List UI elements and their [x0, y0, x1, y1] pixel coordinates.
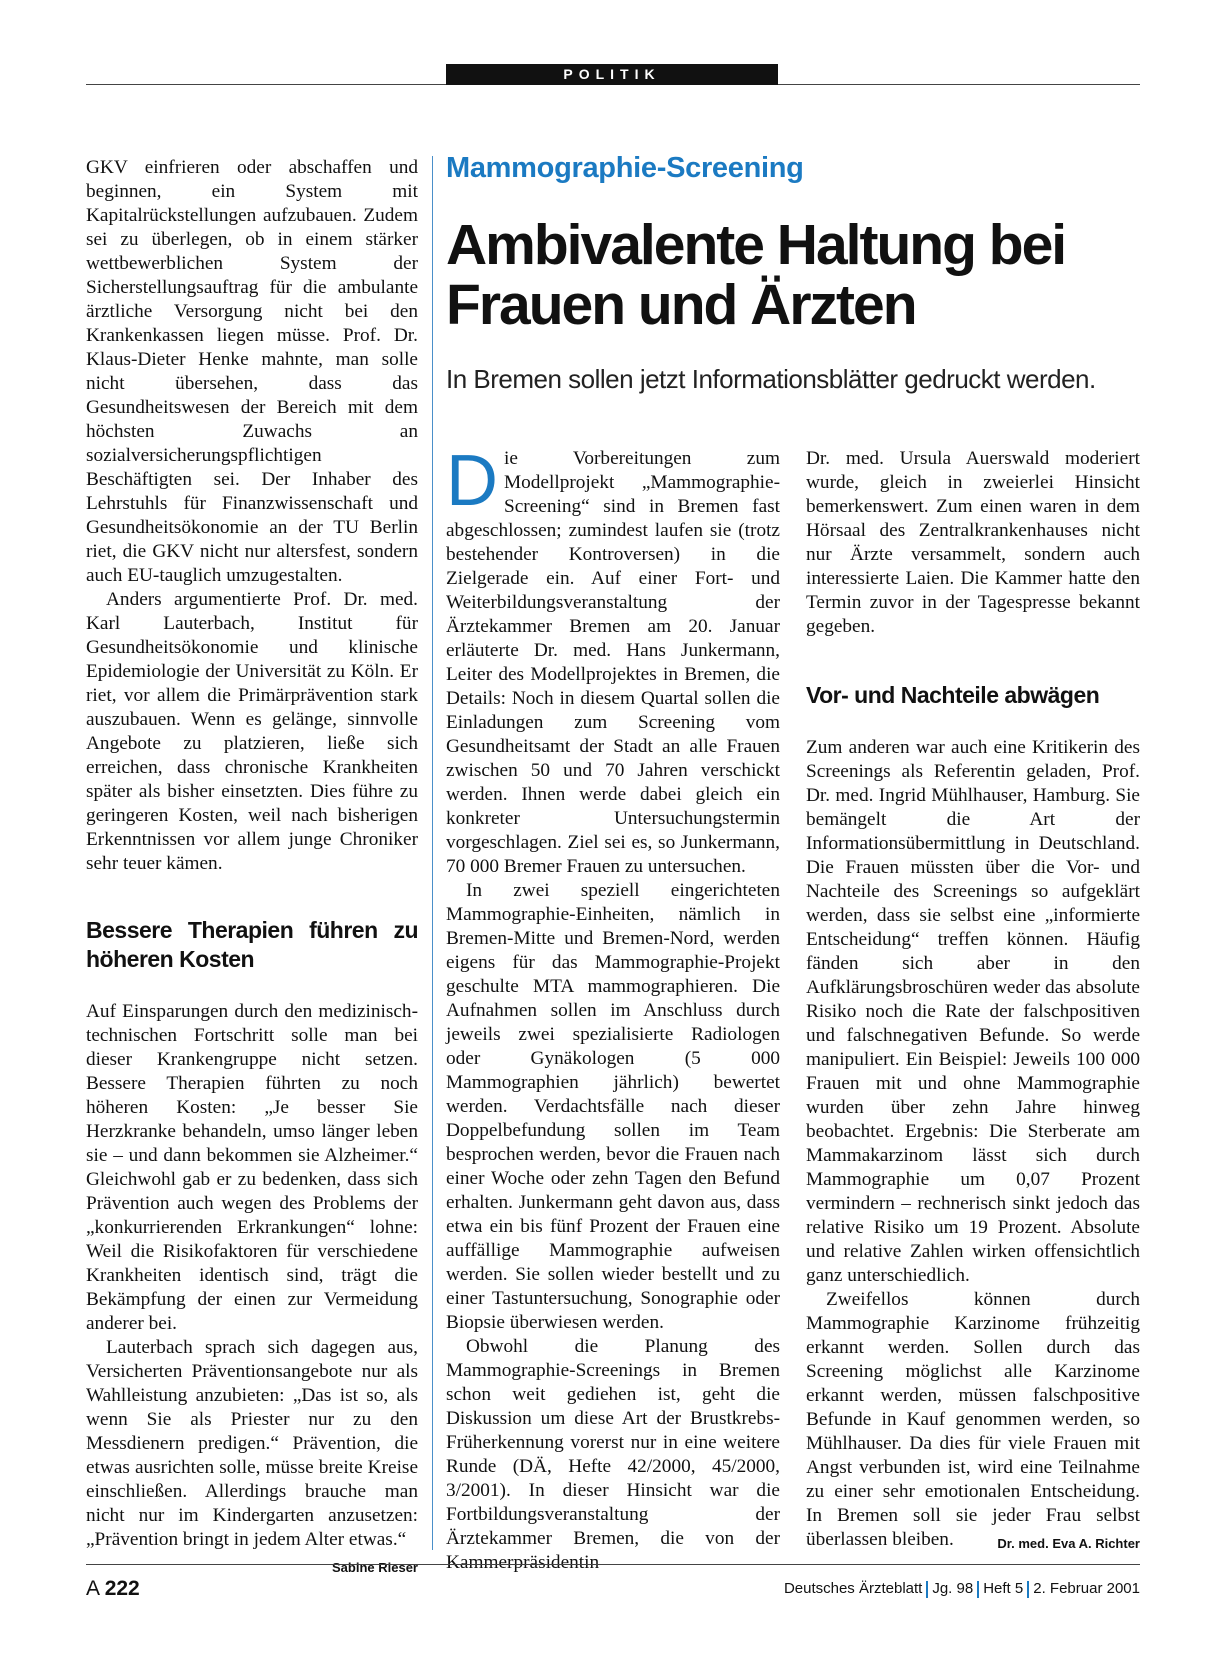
- author-byline-right: Dr. med. Eva A. Richter: [997, 1536, 1140, 1551]
- article-headline: [446, 215, 1146, 335]
- footer-separator: [977, 1581, 979, 1598]
- right-paragraph-3: [806, 1288, 1140, 1552]
- footer-separator: [1027, 1581, 1029, 1598]
- section-label: POLITIK: [446, 64, 778, 85]
- journal-issue: Heft 5: [983, 1580, 1024, 1597]
- left-paragraph-4-text: Lauterbach sprach sich dagegen aus, Versicherten Präventionsangebote nur als Wahlleistung anzubieten: „Das ist so, als wenn Sie als Priester nur zu den Messdienern predigen.“ Prävention, die etwas ausrichten solle, müsse breite Kreise einschließen. Allerdings brauche man nicht nur im Kindergarten anzusetzen: „Prävention bringt in jedem Alter etwas.“: [86, 1337, 418, 1550]
- drop-cap: D: [446, 441, 498, 521]
- left-subhead: Bessere Therapien führen zu höheren Kosten: [86, 917, 418, 972]
- left-paragraph-3: Auf Einsparungen durch den medizinisch-technischen Fortschritt solle man bei dieser Krankengruppe nicht setzen. Bessere Therapien führten zu noch höheren Kosten: „Je besser Sie Herzkranke behandeln, umso länger leben sie – und dann bekommen sie Alzheimer.“ Gleichwohl gab er zu bedenken, dass sich Prävention auch wegen des Problems der „konkurrierenden Erkrankungen“ lohne: Weil die Risikofaktoren für verschiedene Krankheiten identisch sind, trägt die Bekämpfung der einen zur Vermeidung anderer bei.: [86, 1001, 418, 1334]
- page-number: [86, 1577, 140, 1601]
- footer-rule: [86, 1564, 1140, 1565]
- page-prefix: A: [86, 1577, 99, 1600]
- right-paragraph-2: Zum anderen war auch eine Kritikerin des Screenings als Referentin geladen, Prof. Dr. med. Ingrid Mühlhauser, Hamburg. Sie bemängelt die Art der Informationsübermittlung in Deutschland. Die Frauen müssten über die Vor- und Nachteile des Screenings so aufgeklärt werden, dass sie selbst eine „informierte Entscheidung“ treffen können. Häufig fänden sich aber in den Aufklärungsbroschüren weder das absolute Risiko noch die Rate der falschpositiven und falschnegativen Befunde. So werde manipuliert. Ein Beispiel: Jeweils 100 000 Frauen mit und ohne Mammographie wurden über zehn Jahre hinweg beobachtet. Ergebnis: Die Sterberate am Mammakarzinom lässt sich durch Mammographie um 0,07 Prozent vermindern – rechnerisch sinkt jedoch das relative Risiko um 19 Prozent. Absolute und relative Zahlen wirken offensichtlich ganz unterschiedlich.: [806, 737, 1140, 1286]
- journal-date: 2. Februar 2001: [1033, 1580, 1140, 1597]
- column-divider: [432, 156, 433, 1550]
- journal-name: Deutsches Ärzteblatt: [783, 1580, 923, 1597]
- middle-column: [446, 441, 780, 1575]
- headline-line-2: Frauen und Ärzten: [446, 273, 916, 337]
- footer-info: [784, 1580, 1140, 1598]
- article-kicker: Mammographie-Screening: [446, 152, 804, 184]
- footer-separator: [926, 1581, 928, 1598]
- middle-paragraph-1-text: ie Vorbereitungen zum Modellprojekt „Mammographie-Screening“ sind in Bremen fast abgeschlossen; zumindest laufen sie (trotz bestehender Kontroversen) in die Zielgerade ein. Auf einer Fort- und Weiterbildungsveranstaltung der Ärztekammer Bremen am 20. Januar erläuterte Dr. med. Hans Junkermann, Leiter des Modellprojektes in Bremen, die Details: Noch in diesem Quartal sollen die Einladungen zum Screening vom Gesundheitsamt der Stadt an alle Frauen zwischen 50 und 70 Jahren verschickt werden. Ihnen werde dabei gleich ein konkreter Untersuchungstermin vorgeschlagen. Ziel sei es, so Junkermann, 70 000 Bremer Frauen zu untersuchen.: [446, 448, 780, 877]
- left-paragraph-1: GKV einfrieren oder abschaffen und beginnen, ein System mit Kapitalrückstellungen aufzubauen. Zudem sei zu überlegen, ob in einem stärker wettbewerblichen System der Sicherstellungsauftrag für die ambulante ärztliche Versorgung nicht bei den Krankenkassen liegen müsse. Prof. Dr. Klaus-Dieter Henke mahnte, man solle nicht übersehen, dass das Gesundheitswesen der Bereich mit dem höchsten Zuwachs an sozialversicherungspflichtigen Beschäftigten sei. Der Inhaber des Lehrstuhls für Finanzwissenschaft und Gesundheitsökonomie an der TU Berlin riet, die GKV nicht nur altersfest, sondern auch EU-tauglich umzugestalten.: [86, 157, 418, 586]
- page-number-value: 222: [104, 1577, 140, 1600]
- middle-paragraph-1: [446, 441, 780, 879]
- left-column: [86, 156, 418, 1580]
- author-byline-left: Sabine Rieser: [332, 1560, 418, 1575]
- right-paragraph-1: Dr. med. Ursula Auerswald moderiert wurde, gleich in zweierlei Hinsicht bemerkenswert. Zum einen waren in dem Hörsaal des Zentralkrankenhauses nicht nur Ärzte versammelt, sondern auch interessierte Laien. Die Kammer hatte den Termin zuvor in der Tagespresse bekannt gegeben.: [806, 448, 1140, 637]
- journal-volume: Jg. 98: [932, 1580, 974, 1597]
- article-subline: In Bremen sollen jetzt Informationsblätter gedruckt werden.: [446, 364, 1096, 394]
- right-column: [806, 447, 1140, 1556]
- right-paragraph-3-text: Zweifellos können durch Mammographie Karzinome frühzeitig erkannt werden. Sollen durch das Screening möglichst alle Karzinome erkannt werden, müssen falschpositive Befunde in Kauf genommen werden, so Mühlhauser. Da dies für viele Frauen mit Angst verbunden ist, wird eine Teilnahme zu einer sehr emotionalen Entscheidung. In Bremen soll sie jeder Frau selbst überlassen bleiben.: [806, 1289, 1140, 1550]
- middle-paragraph-3: Obwohl die Planung des Mammographie-Screenings in Bremen schon weit gediehen ist, geht die Diskussion um diese Art der Brustkrebs-Früherkennung vorerst nur in eine weitere Runde (DÄ, Hefte 42/2000, 45/2000, 3/2001). In dieser Hinsicht war die Fortbildungsveranstaltung der Ärztekammer Bremen, die von der Kammerpräsidentin: [446, 1336, 780, 1573]
- right-subhead: Vor- und Nachteile abwägen: [806, 682, 1100, 708]
- middle-paragraph-2: In zwei speziell eingerichteten Mammographie-Einheiten, nämlich in Bremen-Mitte und Bremen-Nord, werden eigens für das Mammographie-Projekt geschulte MTA mammographieren. Die Aufnahmen sollen im Anschluss durch jeweils zwei spezialisierte Radiologen oder Gynäkologen (5 000 Mammographien jährlich) bewertet werden. Verdachtsfälle nach dieser Doppelbefundung sollen im Team besprochen werden, bevor die Frauen nach einer Woche oder zehn Tagen den Befund erhalten. Junkermann geht davon aus, dass etwa ein bis fünf Prozent der Frauen eine auffällige Mammographie aufweisen werden. Sie sollen wieder bestellt und zu einer Tastuntersuchung, Sonographie oder Biopsie überwiesen werden.: [446, 880, 780, 1333]
- headline-line-1: Ambivalente Haltung bei: [446, 213, 1066, 277]
- left-paragraph-4: [86, 1336, 418, 1575]
- left-paragraph-2: Anders argumentierte Prof. Dr. med. Karl Lauterbach, Institut für Gesundheitsökonomie und klinische Epidemiologie der Universität zu Köln. Er riet, vor allem die Primärprävention stark auszubauen. Wenn es gelänge, sinnvolle Angebote zu platzieren, ließe sich erreichen, dass chronische Krankheiten später als bisher einsetzten. Dies führe zu geringeren Kosten, weil nach bisherigen Erkenntnissen vor allem junge Chroniker sehr teuer kämen.: [86, 589, 418, 874]
